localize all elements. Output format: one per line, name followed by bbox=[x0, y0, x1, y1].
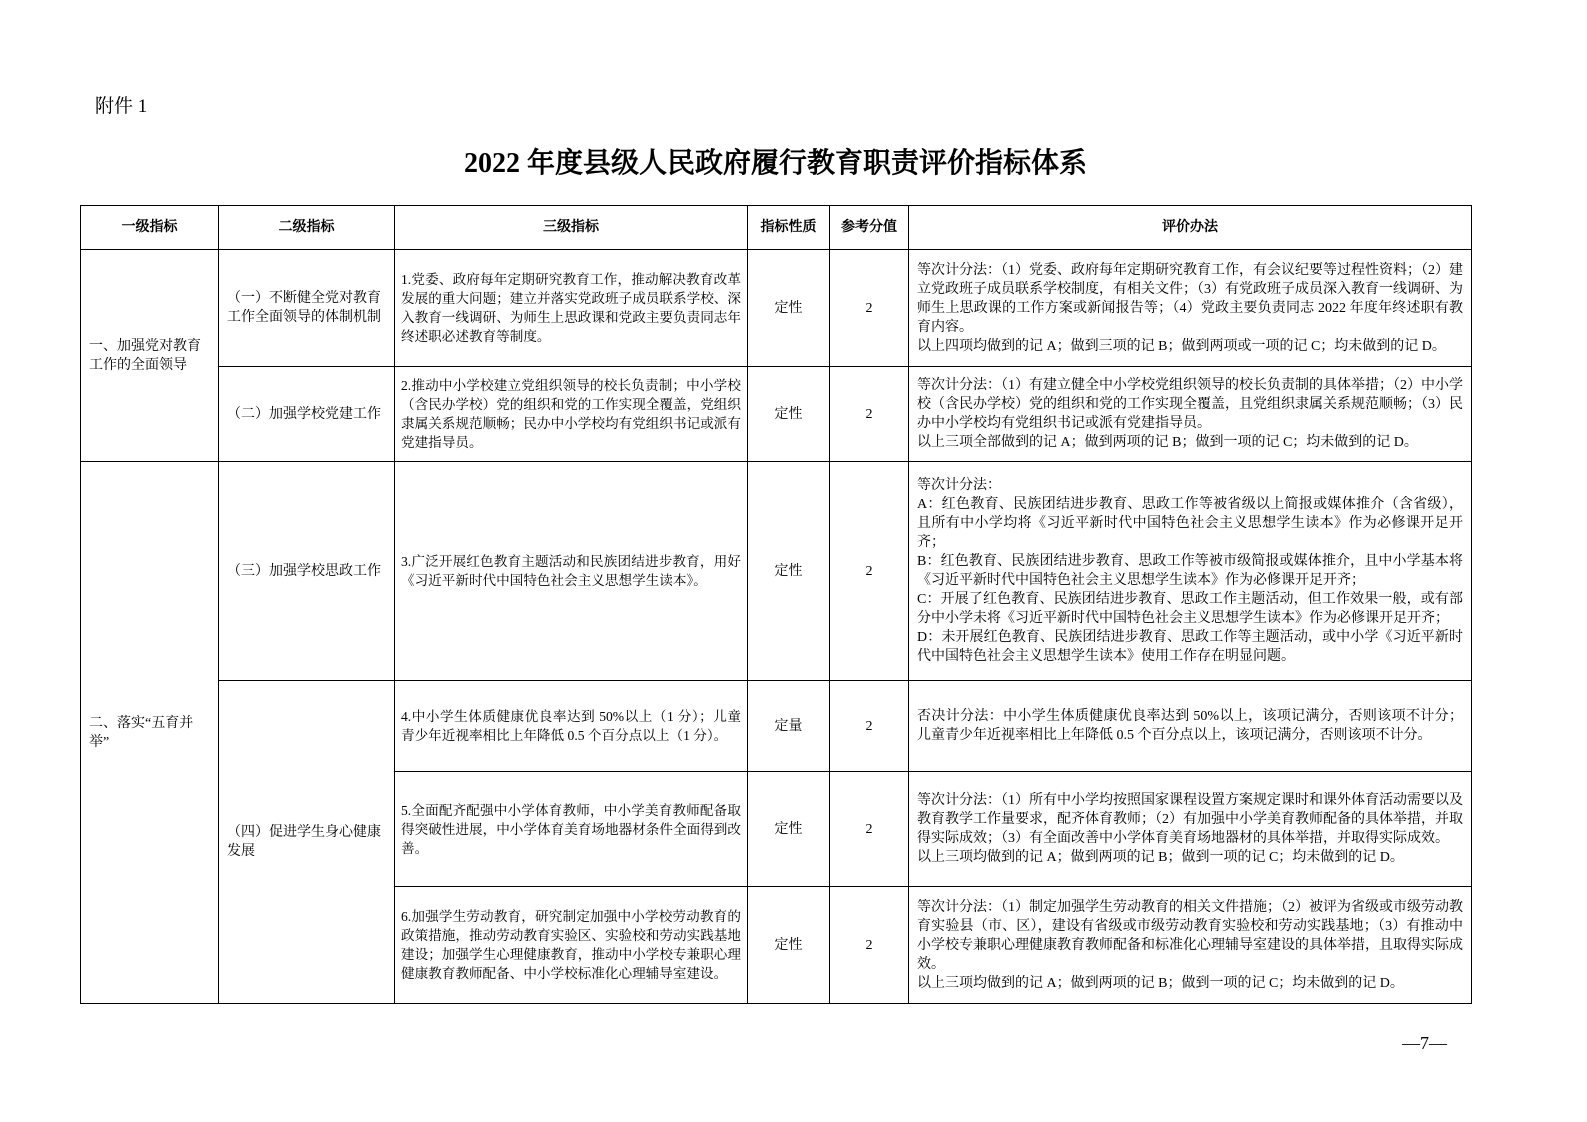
header-nature: 指标性质 bbox=[748, 206, 830, 250]
nature-cell: 定性 bbox=[748, 462, 830, 681]
method-paragraph: 以上三项均做到的记 A；做到两项的记 B；做到一项的记 C；均未做到的记 D。 bbox=[917, 850, 1404, 865]
header-score: 参考分值 bbox=[830, 206, 909, 250]
method-cell bbox=[909, 887, 1472, 1004]
level2-label: （四）促进学生身心健康发展 bbox=[227, 825, 381, 859]
method-paragraph: B：红色教育、民族团结进步教育、思政工作等被市级简报或媒体推介，且中小学基本将《习近平新时代中国特色社会主义思想学生读本》作为必修课开足开齐； bbox=[917, 554, 1463, 588]
header-level3: 三级指标 bbox=[395, 206, 748, 250]
level3-text: 4.中小学生体质健康优良率达到 50%以上（1 分）；儿童青少年近视率相比上年降低 0.5 个百分点以上（1 分）。 bbox=[401, 709, 741, 743]
header-method: 评价办法 bbox=[909, 206, 1472, 250]
header-level2: 二级指标 bbox=[219, 206, 395, 250]
method-cell bbox=[909, 681, 1472, 772]
nature-cell: 定量 bbox=[748, 681, 830, 772]
table-row bbox=[81, 462, 1472, 681]
score-cell: 2 bbox=[830, 367, 909, 462]
header-level1: 一级指标 bbox=[81, 206, 219, 250]
method-cell bbox=[909, 772, 1472, 887]
level1-cell bbox=[81, 250, 219, 462]
method-paragraph: 等次计分法：（1）所有中小学均按照国家课程设置方案规定课时和课外体育活动需要以及教育教学工作量要求，配齐体育教师；（2）有加强中小学美育教师配备的具体举措，并取得实际成效；（3）有全面改善中小学体育美育场地器材的具体举措，并取得实际成效。 bbox=[917, 793, 1463, 846]
level3-text: 2.推动中小学校建立党组织领导的校长负责制；中小学校（含民办学校）党的组织和党的工作实现全覆盖，党组织隶属关系规范顺畅；民办中小学校均有党组织书记或派有党建指导员。 bbox=[401, 378, 741, 450]
method-paragraph: 以上四项均做到的记 A；做到三项的记 B；做到两项或一项的记 C；均未做到的记 D。 bbox=[917, 338, 1446, 354]
method-paragraph: 以上三项均做到的记 A；做到两项的记 B；做到一项的记 C；均未做到的记 D。 bbox=[917, 975, 1404, 991]
method-cell bbox=[909, 367, 1472, 462]
level1-label: 一、加强党对教育工作的全面领导 bbox=[89, 338, 201, 373]
level2-cell bbox=[219, 681, 395, 1004]
level2-cell bbox=[219, 250, 395, 367]
level3-cell bbox=[395, 887, 748, 1004]
level3-text: 3.广泛开展红色教育主题活动和民族团结进步教育，用好《习近平新时代中国特色社会主义思想学生读本》。 bbox=[401, 554, 741, 588]
method-paragraph: D：未开展红色教育、民族团结进步教育、思政工作等主题活动，或中小学《习近平新时代中国特色社会主义思想学生读本》使用工作存在明显问题。 bbox=[917, 630, 1463, 664]
level2-label: （二）加强学校党建工作 bbox=[227, 406, 381, 422]
method-paragraph: A：红色教育、民族团结进步教育、思政工作等被省级以上简报或媒体推介（含省级），且所有中小学均将《习近平新时代中国特色社会主义思想学生读本》作为必修课开足开齐； bbox=[917, 497, 1463, 550]
document-title: 2022 年度县级人民政府履行教育职责评价指标体系 bbox=[463, 148, 1087, 179]
level3-cell bbox=[395, 462, 748, 681]
level2-cell bbox=[219, 462, 395, 681]
nature-cell: 定性 bbox=[748, 250, 830, 367]
page-number: —7— bbox=[1402, 1033, 1447, 1053]
score-cell: 2 bbox=[830, 681, 909, 772]
nature-cell: 定性 bbox=[748, 887, 830, 1004]
evaluation-index-table bbox=[80, 205, 1472, 1004]
method-paragraph: 否决计分法：中小学生体质健康优良率达到 50%以上，该项记满分，否则该项不计分；儿童青少年近视率相比上年降低 0.5 个百分点以上，该项记满分，否则该项不计分。 bbox=[917, 709, 1463, 743]
level3-text: 6.加强学生劳动教育，研究制定加强中小学校劳动教育的政策措施，推动劳动教育实验区、实验校和劳动实践基地建设；加强学生心理健康教育，推动中小学校专兼职心理健康教育教师配备、中小学校标准化心理辅导室建设。 bbox=[401, 909, 741, 981]
level2-label: （三）加强学校思政工作 bbox=[227, 563, 381, 579]
level1-cell bbox=[81, 462, 219, 1004]
method-cell bbox=[909, 462, 1472, 681]
level3-text: 5.全面配齐配强中小学体育教师，中小学美育教师配备取得突破性进展，中小学体育美育场地器材条件全面得到改善。 bbox=[401, 802, 741, 856]
score-cell: 2 bbox=[830, 462, 909, 681]
method-paragraph: 等次计分法： bbox=[917, 478, 1001, 493]
score-cell: 2 bbox=[830, 772, 909, 887]
method-paragraph: 等次计分法：（1）制定加强学生劳动教育的相关文件措施；（2）被评为省级或市级劳动教育实验县（市、区），建设有省级或市级劳动教育实验校和劳动实践基地；（3）有推动中小学校专兼职心理健康教育教师配备和标准化心理辅导室建设的具体举措，且取得实际成效。 bbox=[917, 899, 1463, 972]
table-row bbox=[81, 250, 1472, 367]
level3-cell bbox=[395, 772, 748, 887]
score-cell: 2 bbox=[830, 887, 909, 1004]
level1-label: 二、落实“五育并举” bbox=[89, 715, 194, 750]
method-paragraph: 等次计分法：（1）有建立健全中小学校党组织领导的校长负责制的具体举措；（2）中小学校（含民办学校）党的组织和党的工作实现全覆盖，且党组织隶属关系规范顺畅；（3）民办中小学校均有党组织书记或派有党建指导员。 bbox=[917, 378, 1463, 431]
level3-cell bbox=[395, 681, 748, 772]
attachment-label: 附件 1 bbox=[95, 96, 148, 117]
method-cell bbox=[909, 250, 1472, 367]
table-row bbox=[81, 681, 1472, 772]
level3-cell bbox=[395, 250, 748, 367]
method-paragraph: C：开展了红色教育、民族团结进步教育、思政工作主题活动，但工作效果一般，或有部分中小学未将《习近平新时代中国特色社会主义思想学生读本》作为必修课开足开齐； bbox=[917, 592, 1463, 626]
level2-cell bbox=[219, 367, 395, 462]
table-row bbox=[81, 367, 1472, 462]
method-paragraph: 以上三项全部做到的记 A；做到两项的记 B；做到一项的记 C；均未做到的记 D。 bbox=[917, 435, 1418, 450]
score-cell: 2 bbox=[830, 250, 909, 367]
table-header-row bbox=[81, 206, 1472, 250]
method-paragraph: 等次计分法：（1）党委、政府每年定期研究教育工作，有会议纪要等过程性资料；（2）建立党政班子成员联系学校制度，有相关文件；（3）有党政班子成员深入教育一线调研、为师生上思政课的工作方案或新闻报告等；（4）党政主要负责同志 2022 年度年终述职有教育内容。 bbox=[917, 262, 1463, 335]
level2-label: （一）不断健全党对教育工作全面领导的体制机制 bbox=[227, 291, 381, 325]
nature-cell: 定性 bbox=[748, 772, 830, 887]
nature-cell: 定性 bbox=[748, 367, 830, 462]
level3-cell bbox=[395, 367, 748, 462]
level3-text: 1.党委、政府每年定期研究教育工作，推动解决教育改革发展的重大问题；建立并落实党政班子成员联系学校、深入教育一线调研、为师生上思政课和党政主要负责同志年终述职必述教育等制度。 bbox=[401, 272, 741, 344]
